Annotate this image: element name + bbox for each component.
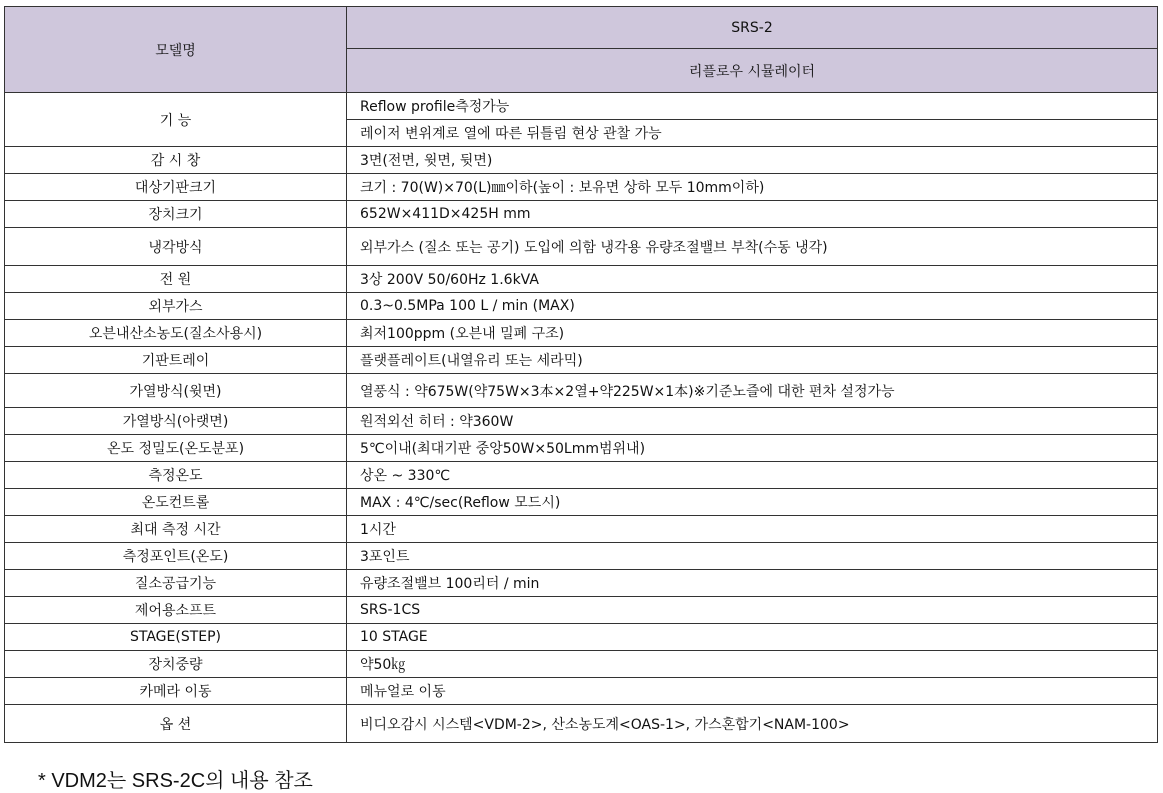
row-value: 비디오감시 시스템<VDM-2>, 산소농도계<OAS-1>, 가스혼합기<NAM-100> [347,705,1158,743]
row-label: 전 원 [5,266,347,293]
row-value: 5℃이내(최대기판 중앙50W×50Lmm범위내) [347,435,1158,462]
row-value: 원적외선 히터 : 약360W [347,408,1158,435]
row-label: 옵 션 [5,705,347,743]
row-value: 10 STAGE [347,624,1158,651]
row-label: 가열방식(아랫면) [5,408,347,435]
row-value: 3면(전면, 윗면, 뒷면) [347,147,1158,174]
table-row [5,201,1158,228]
table-row [5,374,1158,408]
row-label: 질소공급기능 [5,570,347,597]
table-row [5,570,1158,597]
table-row [5,228,1158,266]
row-value: 1시간 [347,516,1158,543]
row-value: 상온 ~ 330℃ [347,462,1158,489]
row-label: 측정포인트(온도) [5,543,347,570]
row-label: 오븐내산소농도(질소사용시) [5,320,347,347]
row-label: 냉각방식 [5,228,347,266]
table-row [5,597,1158,624]
header-model-cell: SRS-2 [347,7,1158,49]
row-value: 크기 : 70(W)×70(L)㎜이하(높이 : 보유면 상하 모두 10mm이하) [347,174,1158,201]
row-label: 최대 측정 시간 [5,516,347,543]
row-label: 가열방식(윗면) [5,374,347,408]
row-value: 652W×411D×425H mm [347,201,1158,228]
table-row [5,543,1158,570]
table-row [5,147,1158,174]
row-label: STAGE(STEP) [5,624,347,651]
row-label: 제어용소프트 [5,597,347,624]
table-row [5,462,1158,489]
row-label: 온도컨트롤 [5,489,347,516]
table-row [5,347,1158,374]
row-label: 카메라 이동 [5,678,347,705]
table-row [5,293,1158,320]
row-value: 메뉴얼로 이동 [347,678,1158,705]
table-row [5,320,1158,347]
table-row [5,266,1158,293]
table-row [5,624,1158,651]
row-value: MAX : 4℃/sec(Reflow 모드시) [347,489,1158,516]
table-row [5,174,1158,201]
row-value: 약50㎏ [347,651,1158,678]
row-value: 플랫플레이트(내열유리 또는 세라믹) [347,347,1158,374]
row-value: 최저100ppm (오븐내 밀폐 구조) [347,320,1158,347]
row-label: 대상기판크기 [5,174,347,201]
row-value: 레이저 변위계로 열에 따른 뒤틀림 현상 관찰 가능 [347,120,1158,147]
table-body [5,93,1158,743]
header-product-cell: 리플로우 시뮬레이터 [347,49,1158,93]
row-value: 3포인트 [347,543,1158,570]
row-label: 온도 정밀도(온도분포) [5,435,347,462]
row-value: 유량조절밸브 100리터 / min [347,570,1158,597]
header-label-cell: 모델명 [5,7,347,93]
table-row [5,435,1158,462]
row-label: 측정온도 [5,462,347,489]
row-value: 열풍식 : 약675W(약75W×3本×2열+약225W×1本)※기준노즐에 대한 편차 설정가능 [347,374,1158,408]
row-value: 외부가스 (질소 또는 공기) 도입에 의함 냉각용 유량조절밸브 부착(수동 냉각) [347,228,1158,266]
row-label: 외부가스 [5,293,347,320]
row-label: 장치중량 [5,651,347,678]
row-label: 기 능 [5,93,347,147]
table-header [5,7,1158,93]
row-value: Reflow profile측정가능 [347,93,1158,120]
table-row [5,93,1158,120]
table-row [5,516,1158,543]
table-row [5,705,1158,743]
table-row [5,651,1158,678]
spec-table [4,6,1158,743]
row-label: 장치크기 [5,201,347,228]
row-value: SRS-1CS [347,597,1158,624]
row-value: 3상 200V 50/60Hz 1.6kVA [347,266,1158,293]
table-row [5,408,1158,435]
table-row [5,678,1158,705]
table-row [5,489,1158,516]
row-label: 기판트레이 [5,347,347,374]
footnote: * VDM2는 SRS-2C의 내용 참조 [38,770,313,792]
row-value: 0.3~0.5MPa 100 L / min (MAX) [347,293,1158,320]
row-label: 감 시 창 [5,147,347,174]
